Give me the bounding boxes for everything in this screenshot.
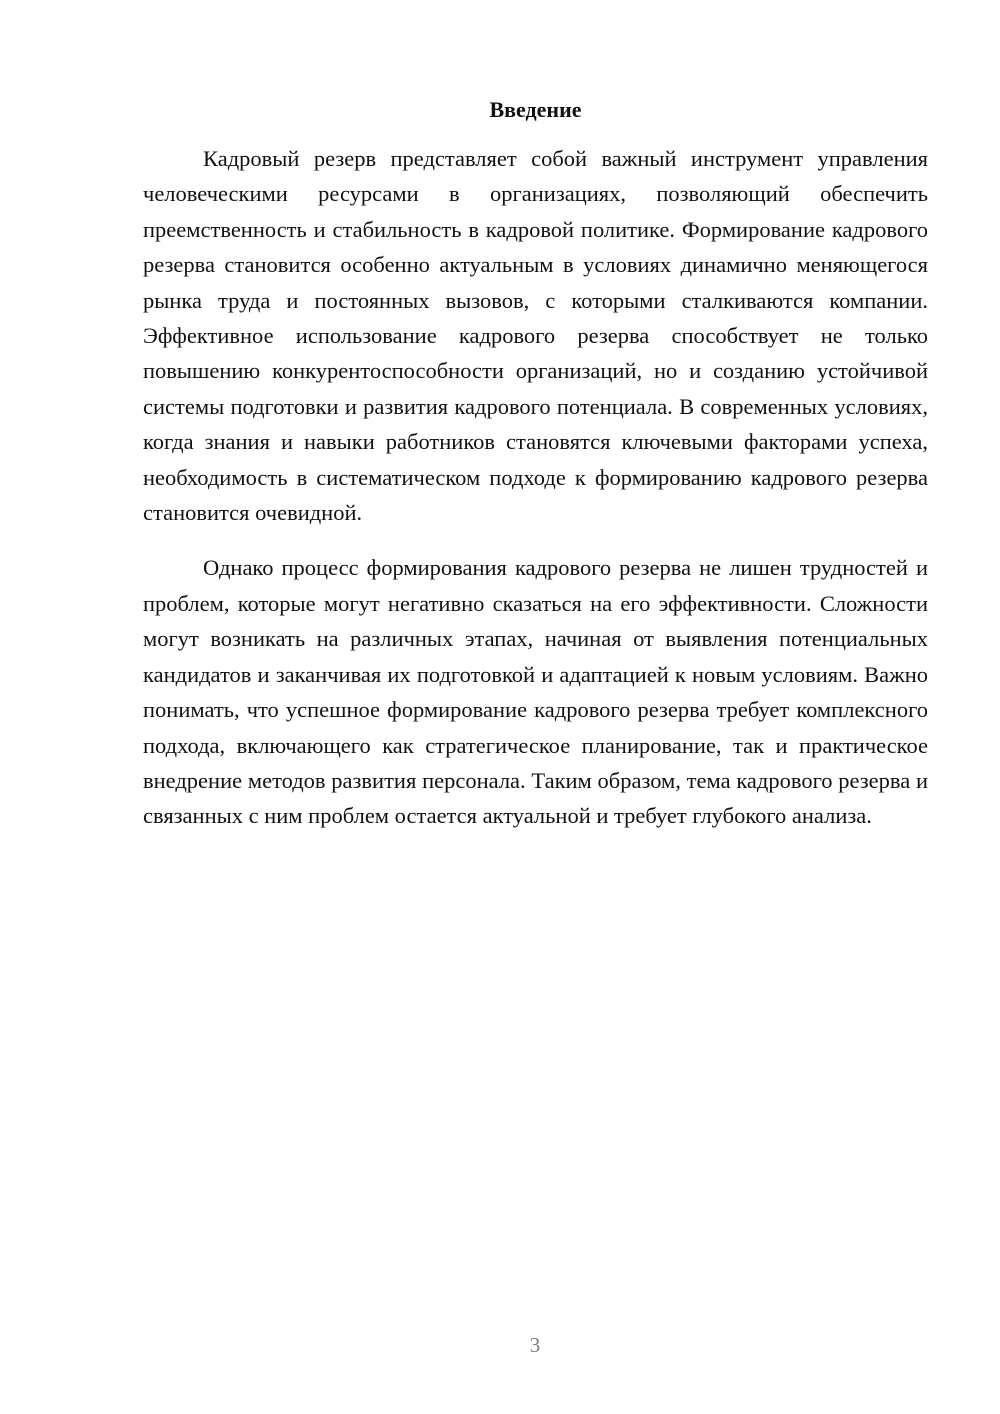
page-title: Введение (489, 97, 582, 122)
intro-paragraph-1: Кадровый резерв представляет собой важный инструмент управления человеческими ресурсами в организациях, позволяющий обеспечить преемственность и стабильность в кадровой политике. Формирование кадрового резерва становится особенно актуальным в условиях динамично меняющегося рынка труда и постоянных вызовов, с которыми сталкиваются компании. Эффективное использование кадрового резерва способствует не только повышению конкурентоспособности организаций, но и созданию устойчивой системы подготовки и развития кадрового потенциала. В современных условиях, когда знания и навыки работников становятся ключевыми факторами успеха, необходимость в систематическом подходе к формированию кадрового резерва становится очевидной. (143, 146, 928, 526)
page-content (143, 95, 928, 834)
intro-paragraph-2: Однако процесс формирования кадрового резерва не лишен трудностей и проблем, которые могут негативно сказаться на его эффективности. Сложности могут возникать на различных этапах, начиная от выявления потенциальных кандидатов и заканчивая их подготовкой и адаптацией к новым условиям. Важно понимать, что успешное формирование кадрового резерва требует комплексного подхода, включающего как стратегическое планирование, так и практическое внедрение методов развития персонала. Таким образом, тема кадрового резерва и связанных с ним проблем остается актуальной и требует глубокого анализа. (143, 555, 928, 829)
page-number: 3 (529, 1333, 541, 1357)
